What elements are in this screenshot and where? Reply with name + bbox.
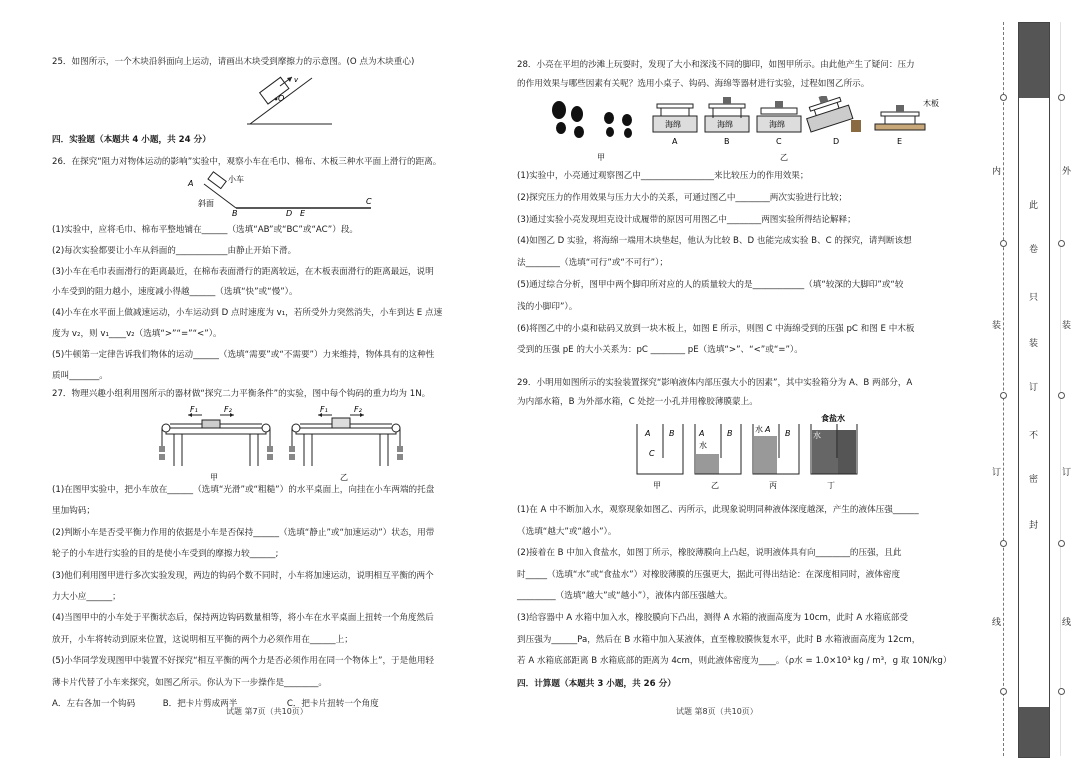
container-label: 甲: [653, 481, 661, 490]
label-a: A: [672, 137, 678, 146]
q28-line: (2)探究压力的作用效果与压力大小的关系，可通过图乙中________两次实验进行比较；: [517, 192, 848, 203]
sponge-label: 海绵: [665, 120, 681, 129]
q27-line: 力大小应______；: [52, 592, 121, 603]
q27-option-b: B．把卡片剪成两半: [162, 699, 238, 710]
figure-jia-label: 甲: [597, 153, 605, 162]
q28-line: (4)如图乙 D 实验，将海绵一端用木块垫起，他认为比较 B、D 也能完成实验 B、C 的探究，请判断该想: [517, 236, 912, 247]
binding-dashed-line: [1003, 22, 1004, 756]
q26-line: 度为 v₂，则 v₁____v₂（选填“>”“=”“<”）。: [52, 328, 222, 339]
setup-d: [801, 96, 861, 146]
inner-char: 内: [992, 167, 1002, 177]
binding-hole: [1000, 392, 1007, 399]
question-28-stem: [517, 56, 965, 94]
q28-line: (5)通过综合分析，图甲中两个脚印所对应的人的质量较大的是____________（填“较深的大脚印”或“较: [517, 279, 904, 290]
velocity-label: v: [294, 76, 299, 84]
binding-edge-line: [1060, 22, 1061, 756]
setup-e: [875, 98, 939, 146]
binding-hole: [1000, 688, 1007, 695]
q28-line: (1)实验中，小亮通过观察图乙中_________________来比较压力的作用效果；: [517, 171, 809, 181]
q26-line: 小车受到的阻力越小，速度减小得越______（选填“快”或“慢”）。: [52, 287, 298, 298]
q28-line: 受到的压强 pE 的大小关系为：pC ________ pE（选填“>”、“<”或“=”）。: [517, 345, 803, 356]
f2-label: F₂: [224, 405, 232, 414]
q29-line: (1)在 A 中不断加入水，观察现象如图乙、丙所示，此现象说明同种液体深度越深，产生的液体压强______: [517, 505, 919, 515]
sponge-label: 海绵: [769, 120, 785, 129]
outer-char: 装: [1062, 321, 1072, 331]
binding-hole: [1000, 94, 1007, 101]
question-28-subitems: [517, 166, 965, 362]
q27-line: (4)当图甲中的小车处于平衡状态后，保持两边钩码数量相等，将小车在水平桌面上扭转一个角度然后: [52, 613, 434, 624]
outer-char: 外: [1062, 167, 1072, 177]
question-29-subitems: [517, 500, 965, 673]
slope-label: 斜面: [198, 199, 214, 208]
q26-line: (3)小车在毛巾表面滑行的距离最近，在棉布表面滑行的距离较远，在木板表面滑行的距离最远，说明: [52, 266, 434, 277]
q26-line: 质叫_______。: [52, 370, 108, 381]
f1-label: F₁: [190, 405, 198, 414]
q29-line: 若 A 水箱底部距离 B 水箱底部的距离为 4cm，则此液体密度为____。（ρ水 = 1.0×10³ kg / m³，g 取 10N/kg）: [517, 656, 952, 667]
inner-char: 线: [992, 618, 1002, 628]
q29-line: 时_____（选填“水”或“食盐水”）对橡胶薄膜的压强更大，据此可得出结论：在深度相同时，液体密度: [517, 569, 901, 580]
label-b: B: [727, 429, 733, 438]
q28-line: (3)通过实验小亮发现坦克设计成履带的原因可用图乙中________两图实验所得结论解释；: [517, 214, 856, 225]
q29-line: （选填“越大”或“越小”）。: [517, 526, 617, 537]
figure-yi-label: 乙: [340, 473, 348, 482]
notice-char: 封: [1029, 521, 1039, 531]
binding-hole: [1000, 240, 1007, 247]
water-label: 水: [813, 431, 821, 440]
point-d-label: D: [286, 209, 293, 216]
notice-char: 只: [1029, 293, 1039, 303]
f1-label: F₁: [320, 405, 328, 414]
question-26: [52, 156, 498, 169]
binding-hole: [1058, 688, 1065, 695]
q27-option-c: C．把卡片扭转一个角度: [286, 699, 379, 710]
q29-stem-line: 为内部水箱，B 为外部水箱，C 处挖一小孔并用橡胶薄膜蒙上。: [517, 397, 758, 407]
binding-hole: [1000, 540, 1007, 547]
q29-line: _________（选填“越大”或“越小”），液体内部压强越大。: [517, 591, 733, 602]
left-page-footer: 试题 第7页（共10页）: [226, 707, 308, 716]
q28-line: (6)将图乙中的小桌和砝码又放到一块木板上，如图 E 所示，则图 C 中海绵受到的压强 pC 和图 E 中木板: [517, 323, 915, 334]
center-point-label: O: [278, 94, 285, 103]
figure-yi-label: 乙: [780, 153, 788, 162]
binding-hole: [1058, 240, 1065, 247]
brine-label: 食盐水: [821, 414, 845, 423]
point-e-label: E: [300, 209, 306, 216]
question-27: [52, 388, 498, 401]
binding-bar-top: [1019, 23, 1049, 98]
question-26-subitems: [52, 220, 498, 386]
notice-char: 订: [1029, 383, 1039, 393]
label-c: C: [776, 137, 782, 146]
label-e: E: [897, 137, 903, 146]
experiment-section-heading: 四．实验题（本题共 4 小题，共 24 分）: [52, 135, 211, 145]
q26-line: (2)每次实验都要让小车从斜面的____________由静止开始下滑。: [52, 245, 297, 256]
f2-label: F₂: [354, 405, 362, 414]
binding-hole: [1058, 392, 1065, 399]
container-label: 丁: [827, 481, 835, 490]
notice-char: 卷: [1029, 245, 1039, 255]
container-label: 乙: [711, 481, 719, 490]
right-page-footer: 试题 第8页（共10页）: [676, 707, 758, 716]
question-27-stem: 27．物理兴趣小组利用图所示的器材做“探究二力平衡条件”的实验，图中每个钩码的重力均为 1N。: [52, 389, 431, 399]
inner-char: 订: [992, 468, 1002, 478]
question-26-stem: 26．在探究“阻力对物体运动的影响”实验中，观察小车在毛巾、棉布、木板三种水平面上滑行的距离。: [52, 157, 442, 167]
q29-line: 到压强为______Pa，然后在 B 水箱中加入某液体，直至橡胶膜恢复水平，此时 B 水箱液面高度为 12cm，: [517, 634, 921, 645]
q29-stem-line: 29．小明用如图所示的实验装置探究“影响液体内部压强大小的因素”，其中实验箱分为 A、B 两部分，A: [517, 378, 913, 388]
point-c-label: C: [366, 197, 372, 206]
label-b: B: [785, 429, 791, 438]
sponge-label: 海绵: [717, 120, 733, 129]
q27-line: (1)在图甲实验中，把小车放在______（选填“光滑”或“粗糙”）的水平桌面上，向挂在小车两端的托盘: [52, 485, 435, 495]
q27-option-a: A．左右各加一个钩码: [52, 699, 136, 710]
q27-line: (3)他们利用图甲进行多次实验发现，两边的钩码个数不同时，小车将加速运动，说明相互平衡的两个: [52, 570, 434, 581]
label-b: B: [669, 429, 675, 438]
two-force-balance-figure: [156, 404, 406, 484]
setup-b: [705, 97, 749, 146]
water-label: 水: [699, 441, 707, 450]
liquid-pressure-figure: [635, 414, 865, 494]
q26-line: (1)实验中，应将毛巾、棉布平整地铺在______（选填“AB”或“BC”或“AC”）段。: [52, 225, 359, 235]
q27-line: (5)小华同学发现图甲中装置不好探究“相互平衡的两个力是否必须作用在同一个物体上”，于是他用轻: [52, 656, 435, 667]
q27-line: (2)判断小车是否受平衡力作用的依据是小车是否保持______（选填“静止”或“加速运动”）状态，用带: [52, 527, 435, 538]
notice-char: 不: [1029, 431, 1039, 441]
pressure-experiment-figure: [545, 96, 955, 166]
calculation-section-heading: 四．计算题（本题共 3 小题，共 26 分）: [517, 679, 676, 689]
label-d: D: [833, 137, 840, 146]
notice-char: 此: [1029, 201, 1039, 211]
q28-stem-line: 的作用效果与哪些因素有关呢？选用小桌子、钩码、海绵等器材进行实验，过程如图乙所示。: [517, 79, 870, 89]
q26-line: (4)小车在水平面上做减速运动，小车运动到 D 点时速度为 v₁，若所受外力突然消失，小车到达 E 点速: [52, 308, 443, 319]
notice-char: 装: [1029, 339, 1039, 349]
label-a: A: [699, 429, 705, 438]
question-29-stem: [517, 374, 965, 412]
setup-c: [757, 101, 801, 146]
outer-char: 线: [1062, 618, 1072, 628]
car-label: 小车: [228, 175, 244, 184]
question-25: [52, 56, 498, 69]
container-label: 丙: [769, 481, 777, 490]
question-27-subitems: [52, 480, 498, 715]
table-jia: [159, 405, 273, 482]
water-label: 水: [755, 425, 763, 434]
outer-char: 订: [1062, 468, 1072, 478]
q26-line: (5)牛顿第一定律告诉我们物体的运动______（选填“需要”或“不需要”）力来维持，物体具有的这种性: [52, 349, 435, 360]
binding-bar-bottom: [1019, 707, 1049, 757]
q27-line: 里加钩码；: [52, 506, 95, 517]
setup-a: [653, 104, 697, 146]
point-b-label: B: [232, 209, 238, 216]
incline-track-figure: [186, 170, 376, 216]
q29-line: (3)给容器中 A 水箱中加入水，橡胶膜向下凸出，测得 A 水箱的液面高度为 10cm，此时 A 水箱底部受: [517, 612, 908, 623]
container-jia: [637, 424, 683, 490]
q28-line: 浅的小脚印”）。: [517, 301, 578, 312]
label-c: C: [649, 449, 655, 458]
board-label: 木板: [923, 99, 939, 108]
label-a: A: [765, 425, 771, 434]
figure-jia-label: 甲: [210, 473, 218, 482]
table-yi: [289, 405, 403, 482]
label-a: A: [645, 429, 651, 438]
incline-block-figure: [242, 74, 352, 128]
q29-line: (2)接着在 B 中加入食盐水，如图丁所示，橡胶薄膜向上凸起，说明液体具有向________的压强，且此: [517, 548, 902, 559]
q28-line: 法________（选填“可行”或“不可行”）；: [517, 258, 669, 269]
binding-hole: [1058, 540, 1065, 547]
q27-line: 放开，小车将转动到原来位置，这说明相互平衡的两个力必须作用在______上；: [52, 634, 353, 645]
binding-hole: [1058, 94, 1065, 101]
point-a-label: A: [188, 179, 194, 188]
notice-char: 密: [1029, 475, 1039, 485]
footprints: [552, 101, 632, 138]
question-25-text: 25．如图所示，一个木块沿斜面向上运动，请画出木块受到摩擦力的示意图。(O 点为木块重心): [52, 57, 415, 67]
q27-line: 轮子的小车进行实验的目的是使小车受到的摩擦力较______;: [52, 549, 279, 560]
container-bing: [753, 424, 799, 490]
container-yi: [695, 424, 741, 490]
q28-stem-line: 28．小亮在平坦的沙滩上玩耍时，发现了大小和深浅不同的脚印，如图甲所示。由此他产生了疑问：压力: [517, 60, 915, 70]
inner-char: 装: [992, 321, 1002, 331]
container-ding: [811, 414, 857, 490]
label-b: B: [724, 137, 730, 146]
q27-line: 薄卡片代替了小车来探究，如图乙所示。你认为下一步操作是________。: [52, 677, 328, 688]
